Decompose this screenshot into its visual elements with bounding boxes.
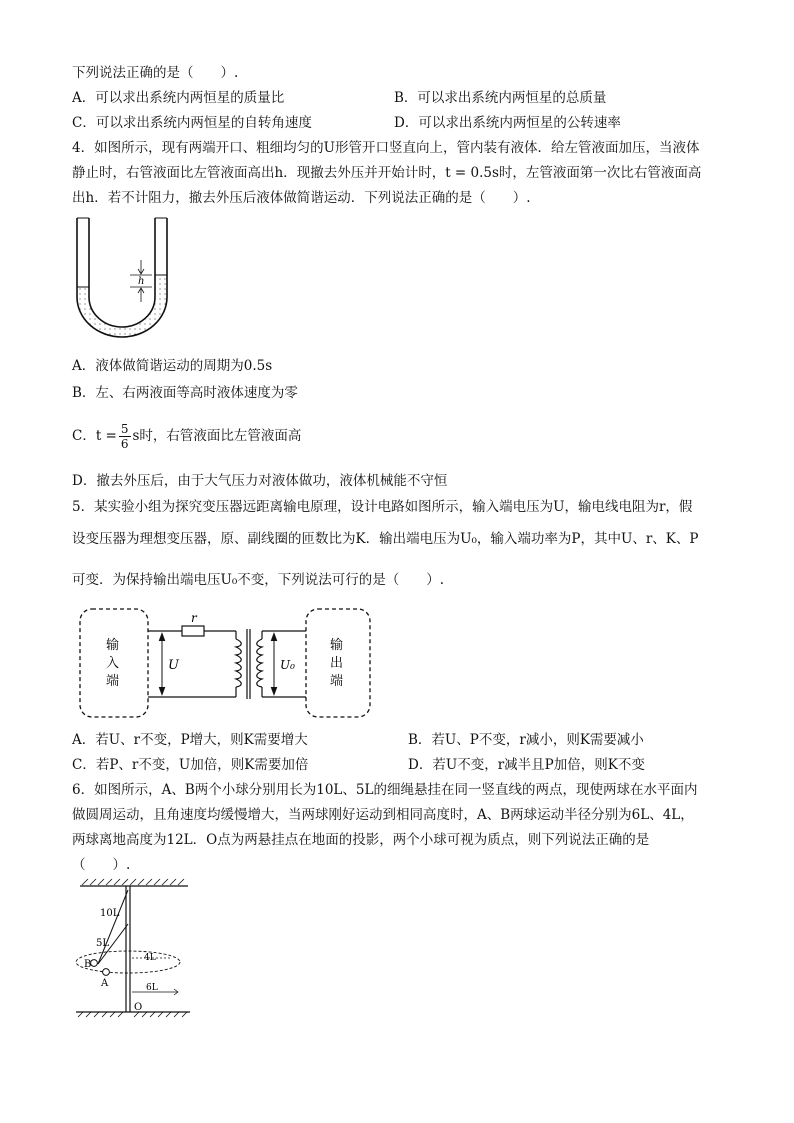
q4-option-c-suffix: s时，右管液面比左管液面高 bbox=[132, 428, 302, 444]
fraction-numerator: 5 bbox=[120, 422, 129, 436]
q4-option-b: B．左、右两液面等高时液体速度为零 bbox=[72, 385, 298, 401]
q4-stem-line2: 静止时，右管液面比左管液面高出h．现撤去外压并开始计时，t = 0.5s时，左管液面第一次比右管液面高 bbox=[72, 165, 702, 181]
q5-stem-line3: 可变．为保持输出端电压U₀不变，下列说法可行的是（ ）. bbox=[72, 572, 445, 588]
q4-option-c bbox=[72, 420, 301, 452]
q6-stem-line4: （ ）. bbox=[72, 857, 131, 873]
pendulum-figure bbox=[70, 876, 200, 1018]
u0-label: U₀ bbox=[280, 658, 295, 672]
r-label: r bbox=[191, 611, 197, 625]
u-tube-figure bbox=[68, 212, 178, 342]
origin-o-label: O bbox=[134, 1002, 143, 1013]
q5-option-a: A．若U、r不变，P增大，则K需要增大 bbox=[72, 732, 308, 748]
output-box-char-3: 端 bbox=[330, 674, 344, 689]
radius-4l-label: 4L bbox=[144, 953, 156, 963]
length-10l-label: 10L bbox=[100, 908, 120, 919]
q4-option-c-prefix: C．t = bbox=[72, 428, 117, 444]
q5-stem-line2: 设变压器为理想变压器，原、副线圈的匝数比为K．输出端电压为U₀，输入端功率为P，其中U、r、K、P bbox=[72, 531, 699, 547]
q5-option-d: D．若U不变，r减半且P加倍，则K不变 bbox=[408, 757, 645, 773]
q3-stem: 下列说法正确的是（ ）. bbox=[72, 65, 239, 81]
fraction bbox=[119, 422, 131, 451]
ball-b-label: B bbox=[84, 959, 92, 970]
q4-option-a: A．液体做简谐运动的周期为0.5s bbox=[72, 358, 273, 374]
q4-option-d: D．撤去外压后，由于大气压力对液体做功，液体机械能不守恒 bbox=[72, 473, 448, 489]
q3-option-c: C．可以求出系统内两恒星的自转角速度 bbox=[72, 115, 312, 131]
q4-stem-line3: 出h．若不计阻力，撤去外压后液体做简谐运动．下列说法正确的是（ ）. bbox=[72, 190, 531, 206]
output-box-char-1: 输 bbox=[330, 638, 344, 653]
transformer-circuit-figure bbox=[78, 605, 378, 723]
q3-option-b: B．可以求出系统内两恒星的总质量 bbox=[394, 90, 607, 106]
length-5l-label: 5L bbox=[96, 938, 110, 949]
ball-a-label: A bbox=[101, 978, 109, 989]
q5-stem-line1: 5．某实验小组为探究变压器远距离输电原理，设计电路如图所示，输入端电压为U，输电线电阻为r，假 bbox=[72, 499, 693, 515]
fraction-denominator: 6 bbox=[120, 437, 129, 451]
q3-option-a: A．可以求出系统内两恒星的质量比 bbox=[72, 90, 285, 106]
q5-option-c: C．若P、r不变，U加倍，则K需要加倍 bbox=[72, 757, 309, 773]
input-box-char-2: 入 bbox=[106, 656, 120, 671]
q6-stem-line3: 两球离地高度为12L．O点为两悬挂点在地面的投影，两个小球可视为质点，则下列说法正确的是 bbox=[72, 832, 650, 848]
q3-option-d: D．可以求出系统内两恒星的公转速率 bbox=[394, 115, 621, 131]
u-label: U bbox=[168, 658, 179, 673]
q5-option-b: B．若U、P不变，r减小，则K需要减小 bbox=[408, 732, 644, 748]
radius-6l-label: 6L bbox=[146, 983, 158, 993]
h-label: h bbox=[138, 276, 145, 287]
input-box-char-1: 输 bbox=[106, 638, 120, 653]
q6-stem-line1: 6．如图所示，A、B两个小球分别用长为10L、5L的细绳悬挂在同一竖直线的两点，现使两球在水平面内 bbox=[72, 782, 698, 798]
output-box-char-2: 出 bbox=[330, 656, 344, 671]
q6-stem-line2: 做圆周运动，且角速度均缓慢增大，当两球刚好运动到相同高度时，A、B两球运动半径分别为6L、4L， bbox=[72, 807, 694, 823]
input-box-char-3: 端 bbox=[106, 674, 120, 689]
q4-stem-line1: 4．如图所示，现有两端开口、粗细均匀的U形管开口竖直向上，管内装有液体．给左管液面加压，当液体 bbox=[72, 140, 700, 156]
